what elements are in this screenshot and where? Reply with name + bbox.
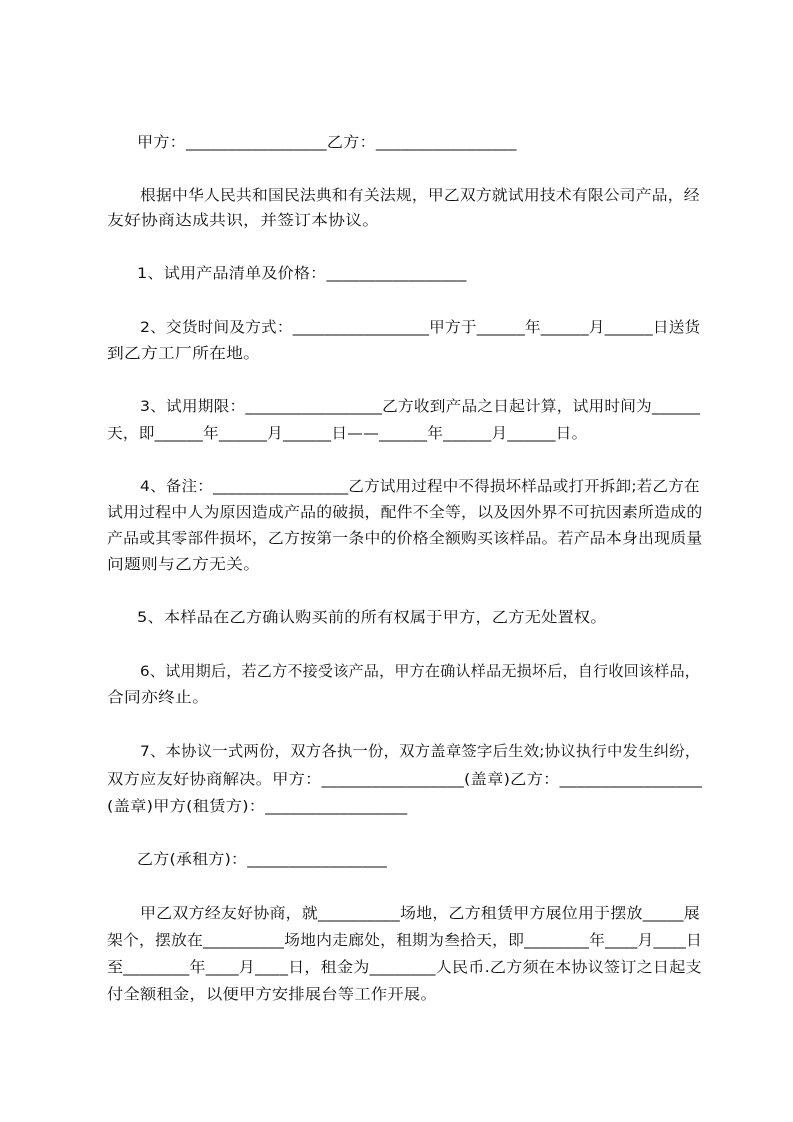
clause-4-line-4: 问题则与乙方无关。: [107, 556, 261, 573]
clause-6-line-2: 合同亦终止。: [107, 689, 210, 706]
lease-line-4: 付全额租金，以便甲方安排展台等工作开展。: [107, 986, 437, 1003]
clause-6-line-1: 6、试用期后，若乙方不接受该产品，甲方在确认样品无损坏后，自行收回该样品，: [140, 663, 701, 680]
lessee-line: 乙方(承租方)：_________________: [137, 851, 388, 868]
clause-2-line-2: 到乙方工厂所在地。: [107, 345, 261, 362]
lease-line-3: 至________年____月____日，租金为________人民币.乙方须在本协议签订之日起支: [107, 959, 702, 976]
intro-line-1: 根据中华人民共和国民法典和有关法规，甲乙双方就试用技术有限公司产品，经: [140, 187, 700, 204]
clause-3-line-1: 3、试用期限：_________________乙方收到产品之日起计算，试用时间为______: [140, 398, 701, 415]
lease-line-1: 甲乙双方经友好协商，就__________场地，乙方租赁甲方展位用于摆放_____展: [140, 905, 700, 922]
parties-line: 甲方：_________________乙方：_________________: [137, 134, 517, 151]
clause-4-line-1: 4、备注：_________________乙方试用过程中不得损坏样品或打开拆卸;若乙方在: [140, 478, 700, 495]
lease-line-2: 架个，摆放在__________场地内走廊处，租期为叁拾天，即________年____月____日: [107, 932, 702, 949]
clause-7-line-1: 7、本协议一式两份，双方各执一份，双方盖章签字后生效;协议执行中发生纠纷，: [140, 743, 701, 760]
clause-1-line-1: 1、试用产品清单及价格：_________________: [137, 265, 467, 282]
clause-5-line-1: 5、本样品在乙方确认购买前的所有权属于甲方，乙方无处置权。: [137, 609, 607, 626]
clause-7-line-2: 双方应友好协商解决。甲方：_________________(盖章)乙方：_________________: [107, 771, 702, 788]
clause-7-line-3: (盖章)甲方(租赁方)：_________________: [107, 798, 408, 815]
clause-3-line-2: 天，即______年______月______日——______年______月______日。: [107, 425, 588, 442]
intro-line-2: 友好协商达成共识，并签订本协议。: [107, 212, 380, 229]
clause-4-line-2: 试用过程中人为原因造成产品的破损，配件不全等，以及因外界不可抗因素所造成的: [107, 504, 703, 521]
clause-2-line-1: 2、交货时间及方式：_________________甲方于______年______月______日送货: [140, 319, 701, 336]
clause-4-line-3: 产品或其零部件损坏，乙方按第一条中的价格全额购买该样品。若产品本身出现质量: [107, 530, 703, 547]
